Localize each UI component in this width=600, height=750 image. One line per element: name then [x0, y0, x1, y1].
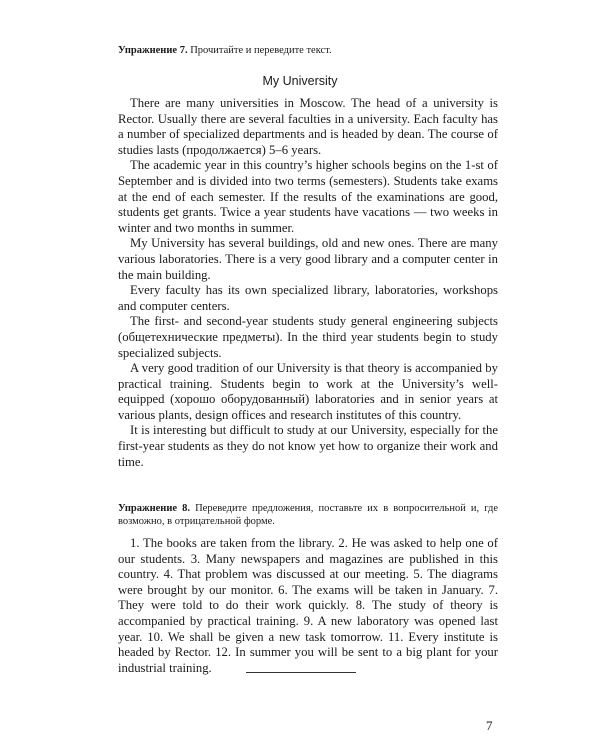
exercise-8-sentences-block — [118, 536, 498, 676]
exercise-8-heading — [118, 502, 498, 528]
exercise-7-label: Упражнение 7. — [118, 45, 188, 56]
paragraph-2: The academic year in this country’s higher schools begins on the 1-st of September and is divided into two terms (semesters). Students take exams at the end of each semester. If the results of the examinations are good, students get grants. Twice a year students have vacations — two weeks in winter and two months in summer. — [118, 158, 498, 235]
text-title: My University — [262, 74, 338, 88]
paragraph-1: There are many universities in Moscow. The head of a university is Rector. Usually there are several faculties in a university. Each faculty has a number of specialized departments and is headed by dean. The course of studies lasts (продолжается) 5–6 years. — [118, 96, 498, 157]
paragraph-7: It is interesting but difficult to study at our University, especially for the first-year students as they do not know yet how to organize their work and time. — [118, 423, 498, 469]
paragraph-3: My University has several buildings, old and new ones. There are many various laboratories. There is a very good library and a computer center in the main building. — [118, 236, 498, 282]
exercise-7-instruction: Прочитайте и переведите текст. — [190, 45, 332, 56]
exercise-8-label: Упражнение 8. — [118, 503, 191, 514]
exercise-8-sentences: 1. The books are taken from the library. 2. He was asked to help one of our students. 3. Many newspapers and magazines are published in this country. 4. That problem was discussed at our meeting. 5. The diagrams were brought by our monitor. 6. The exams will be taken in January. 7. They were told to do their work quickly. 8. The study of theory is accompanied by practical training. 9. A new laboratory was opened last year. 10. We shall be given a new task tomorrow. 11. Every institute is headed by Rector. 12. In summer you will be sent to a big plant for your industrial training. — [118, 536, 498, 675]
exercise-7-heading — [118, 44, 498, 57]
page-number: 7 — [486, 718, 493, 733]
paragraph-5: The first- and second-year students study general engineering subjects (общетехнические предметы). In the third year students begin to study specialized subjects. — [118, 314, 498, 360]
exercise-8-instruction: Переведите предложения, поставьте их в вопросительной и, где возможно, в отрицательной форме. — [118, 503, 498, 527]
paragraph-4: Every faculty has its own specialized library, laboratories, workshops and computer centers. — [118, 283, 498, 313]
reading-text — [118, 96, 498, 470]
section-divider — [246, 672, 356, 673]
paragraph-6: A very good tradition of our University is that theory is accompanied by practical training. Students begin to work at the University’s well-equipped (хорошо оборудованный) laboratories and in senior years at various plants, design offices and research institutes of this country. — [118, 361, 498, 422]
